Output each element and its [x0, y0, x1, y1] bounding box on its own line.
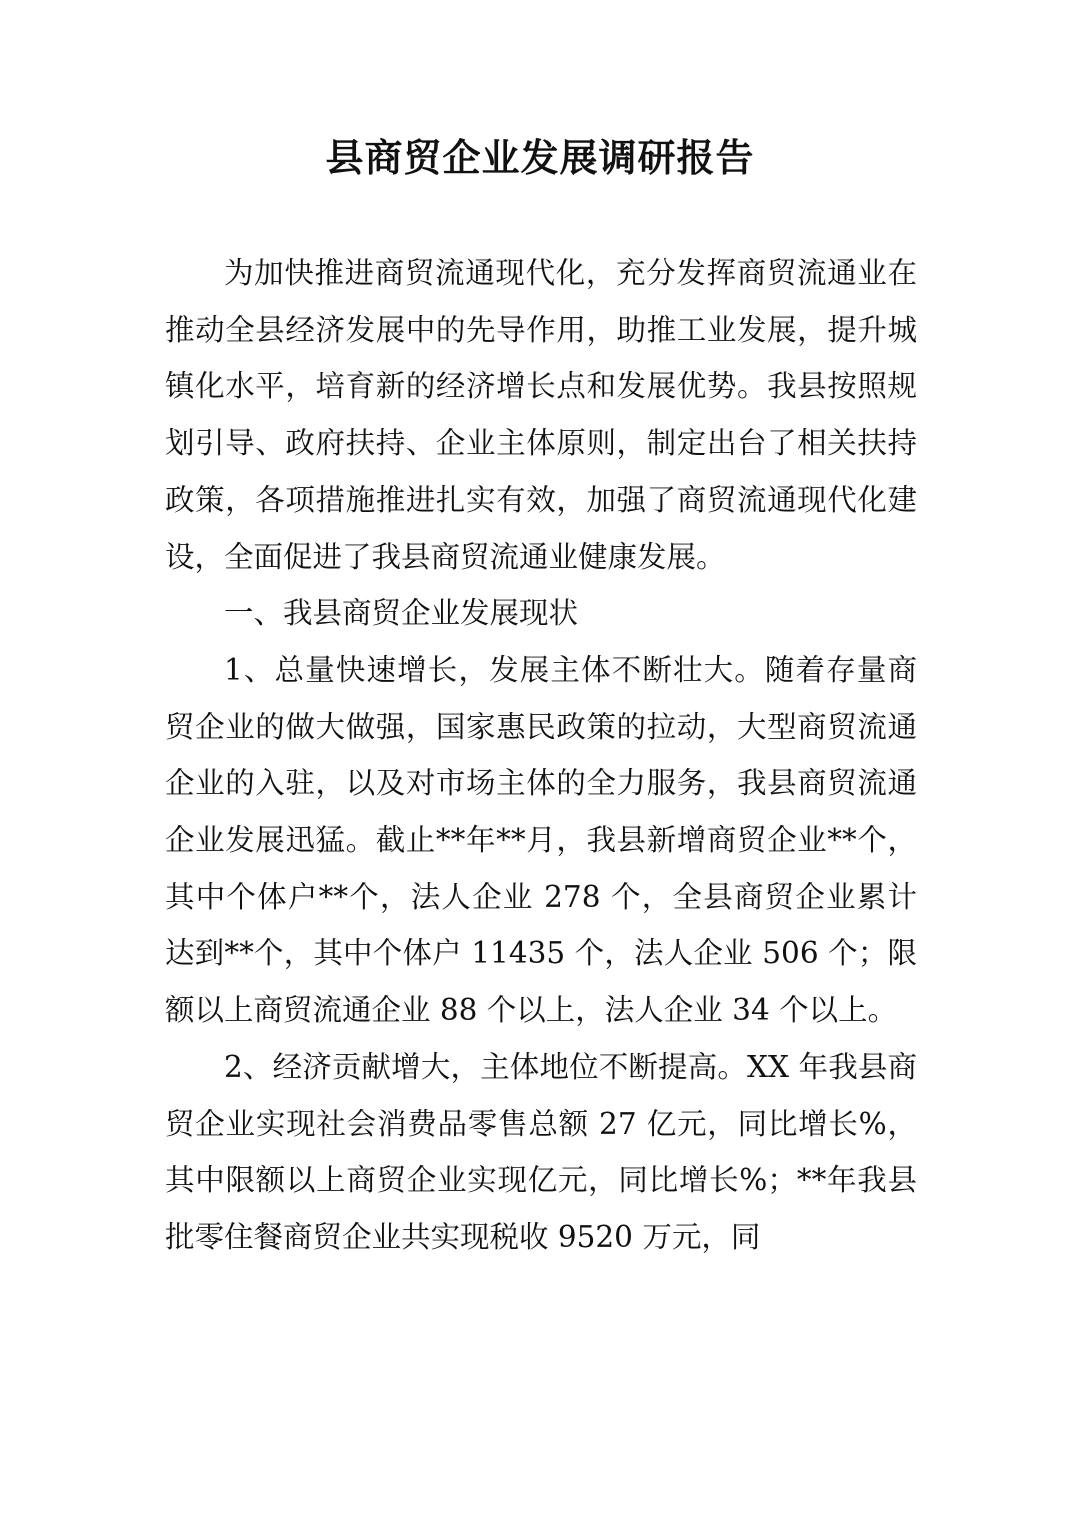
section-heading-1: 一、我县商贸企业发展现状 [224, 596, 579, 631]
paragraph-point-1: 1、总量快速增长，发展主体不断壮大。随着存量商贸企业的做大做强，国家惠民政策的拉动，大型商贸流通企业的入驻，以及对市场主体的全力服务，我县商贸流通企业发展迅猛。截止**年**月，我县新增商贸企业**个，其中个体户**个，法人企业 278 个，全县商贸企业累计达到**个，其中个体户 11435 个，法人企业 506 个；限额以上商贸流通企业 88 个以上，法人企业 34 个以上。 [165, 652, 917, 1028]
document-body [165, 245, 917, 1266]
paragraph-point-2: 2、经济贡献增大，主体地位不断提高。XX 年我县商贸企业实现社会消费品零售总额 27 亿元，同比增长%，其中限额以上商贸企业实现亿元，同比增长%；**年我县批零住餐商贸企业共实现税收 9520 万元，同 [165, 1049, 917, 1254]
paragraph-intro: 为加快推进商贸流通现代化，充分发挥商贸流通业在推动全县经济发展中的先导作用，助推工业发展，提升城镇化水平，培育新的经济增长点和发展优势。我县按照规划引导、政府扶持、企业主体原则，制定出台了相关扶持政策，各项措施推进扎实有效，加强了商贸流通现代化建设，全面促进了我县商贸流通业健康发展。 [165, 256, 917, 574]
document-title: 县商贸企业发展调研报告 [325, 135, 755, 180]
